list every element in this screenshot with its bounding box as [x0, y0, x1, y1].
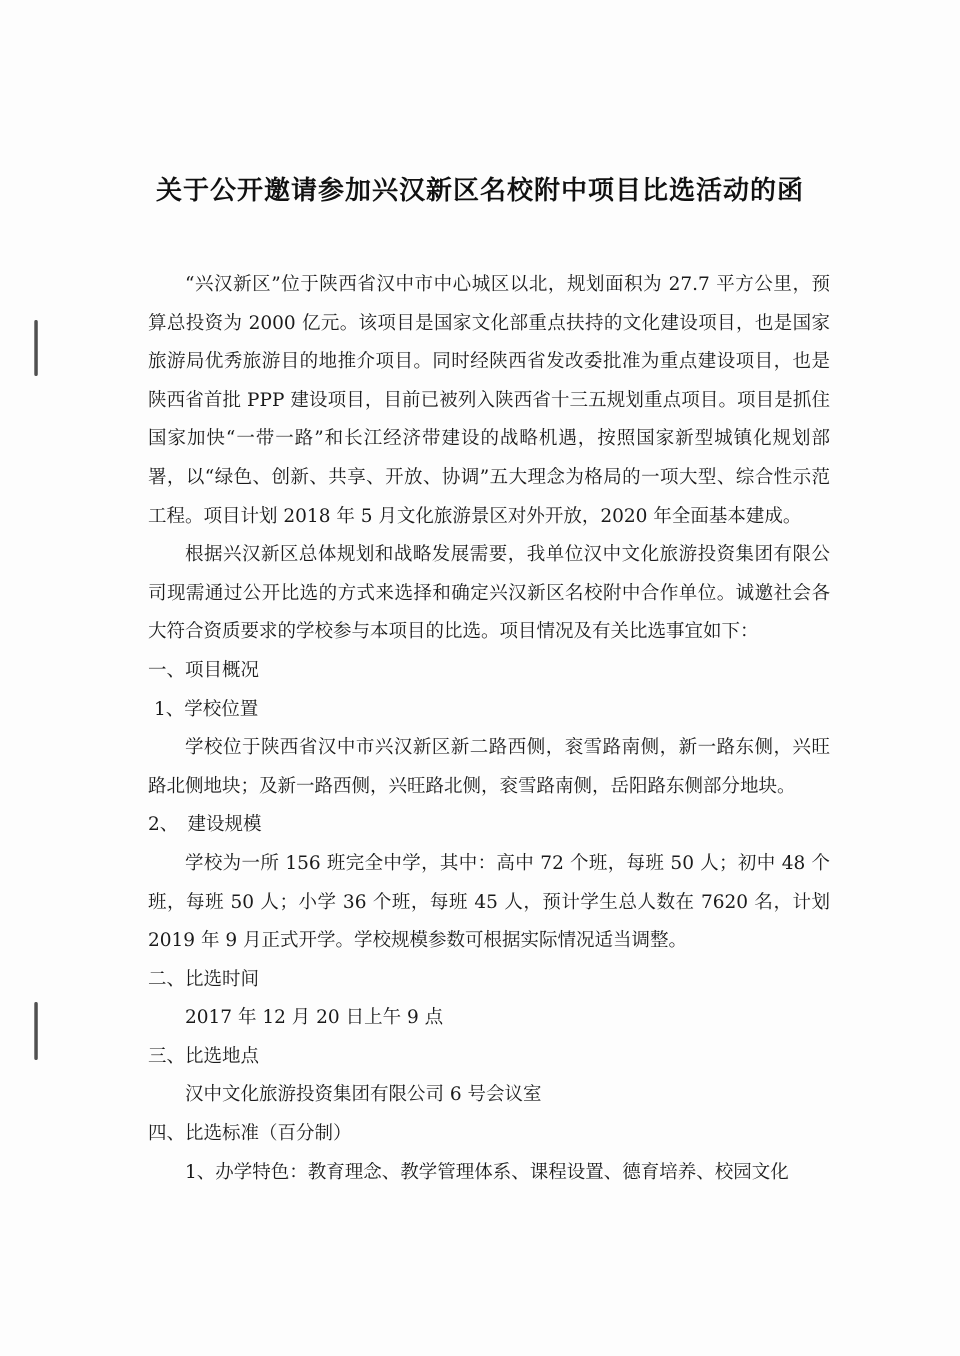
- section-1-heading: 一、项目概况: [148, 659, 260, 681]
- intro-paragraph-1: “兴汉新区”位于陕西省汉中市中心城区以北，规划面积为 27.7 平方公里，预算总投资为 2000 亿元。该项目是国家文化部重点扶持的文化建设项目，也是国家旅游局优秀旅游目的地推介项目。同时经陕西省发改委批准为重点建设项目，也是陕西省首批 PPP 建设项目，目前已被列入陕西省十三五规划重点项目。项目是抓住国家加快“一带一路”和长江经济带建设的战略机遇，按照国家新型城镇化规划部署，以“绿色、创新、共享、开放、协调”五大理念为格局的一项大型、综合性示范工程。项目计划 2018 年 5 月文化旅游景区对外开放，2020 年全面基本建成。: [148, 274, 830, 527]
- section-2-heading: 二、比选时间: [148, 968, 260, 990]
- section-1-2-heading: 2、 建设规模: [148, 814, 262, 836]
- document-title: 关于公开邀请参加兴汉新区名校附中项目比选活动的函: [155, 176, 804, 206]
- section-3-heading: 三、比选地点: [148, 1045, 260, 1067]
- staple-mark-bottom: [34, 1002, 38, 1060]
- section-2-text: 2017 年 12 月 20 日上午 9 点: [185, 1007, 444, 1029]
- intro-paragraph-2: 根据兴汉新区总体规划和战略发展需要，我单位汉中文化旅游投资集团有限公司现需通过公开比选的方式来选择和确定兴汉新区名校附中合作单位。诚邀社会各大符合资质要求的学校参与本项目的比选。项目情况及有关比选事宜如下：: [148, 544, 830, 643]
- section-4-heading: 四、比选标准（百分制）: [148, 1123, 352, 1145]
- section-1-1-text: 学校位于陕西省汉中市兴汉新区新二路西侧，衮雪路南侧，新一路东侧，兴旺路北侧地块；及新一路西侧，兴旺路北侧，衮雪路南侧，岳阳路东侧部分地块。: [148, 737, 830, 797]
- staple-mark-top: [34, 320, 38, 376]
- section-3-text: 汉中文化旅游投资集团有限公司 6 号会议室: [185, 1084, 542, 1106]
- section-1-1-heading: 1、学校位置: [154, 698, 259, 720]
- section-4-1-text: 1、办学特色：教育理念、教学管理体系、课程设置、德育培养、校园文化: [185, 1161, 789, 1183]
- section-1-2-text: 学校为一所 156 班完全中学，其中：高中 72 个班，每班 50 人；初中 48 个班，每班 50 人；小学 36 个班，每班 45 人，预计学生总人数在 7620 名，计划 2019 年 9 月正式开学。学校规模参数可根据实际情况适当调整。: [148, 852, 831, 952]
- document-body: [148, 266, 830, 1192]
